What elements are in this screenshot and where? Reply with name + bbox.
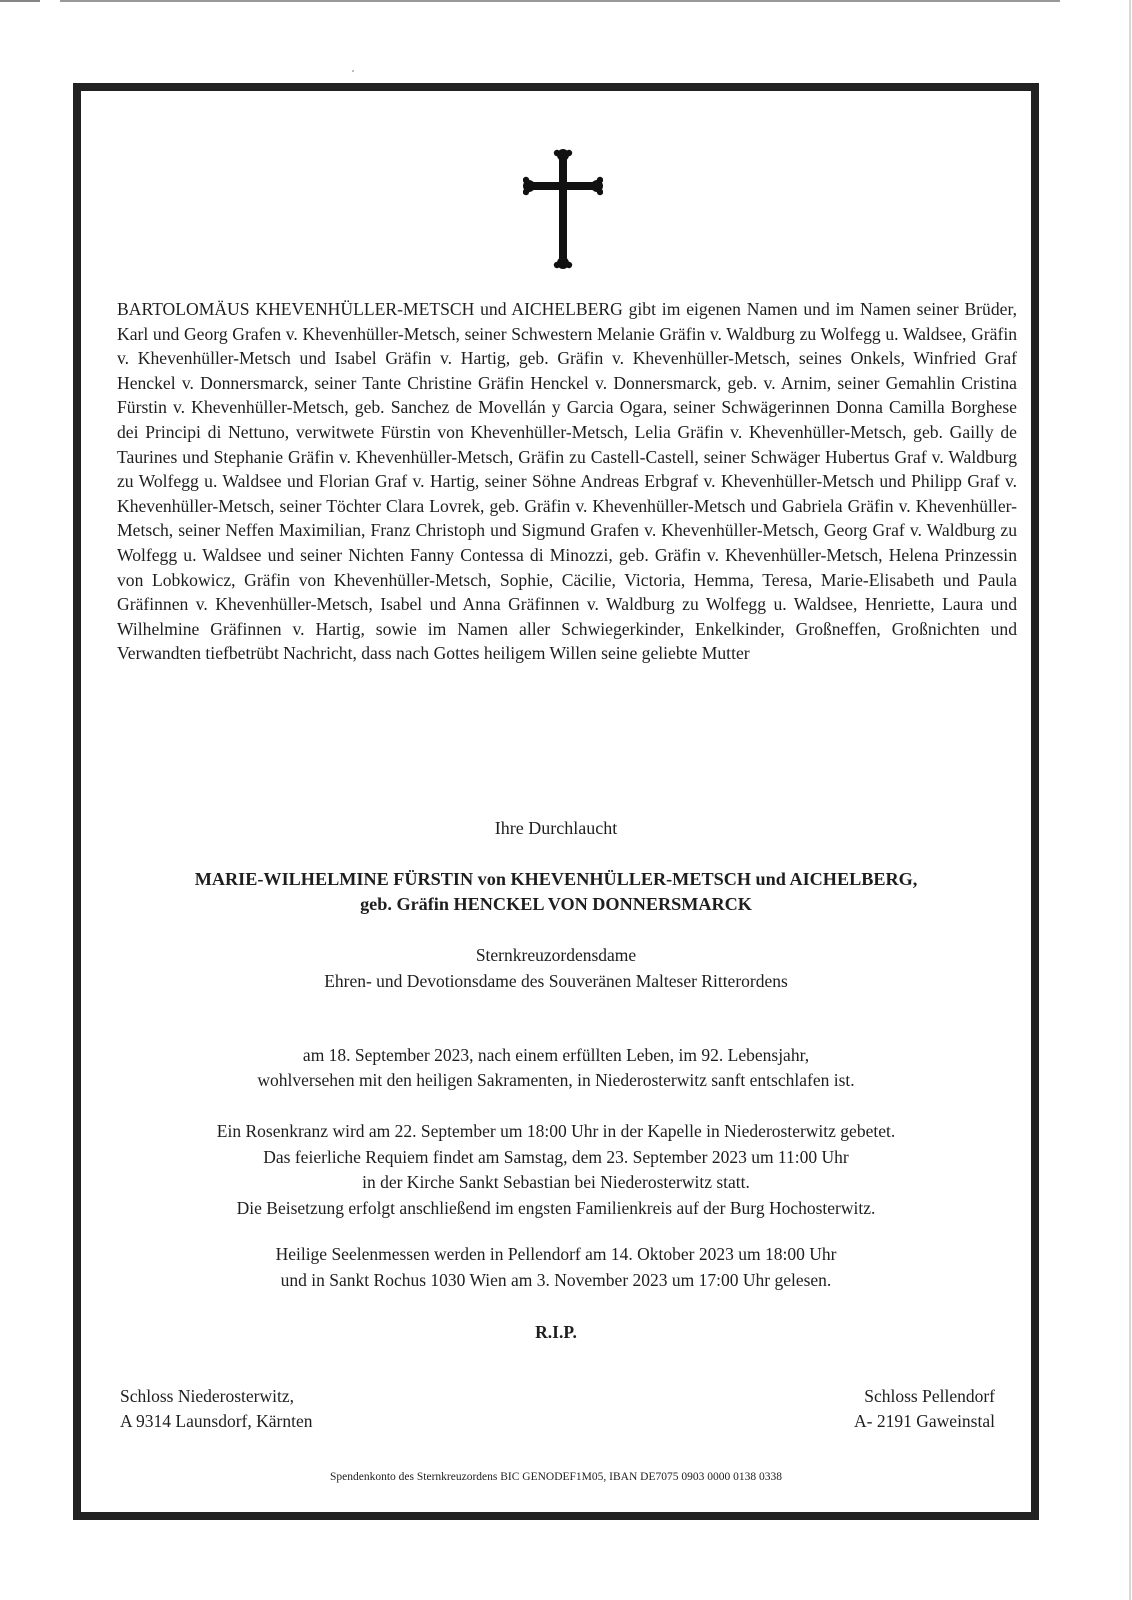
scan-edge-top [0,0,1132,2]
deceased-titles [81,942,1031,994]
scan-edge-right [1129,0,1131,1600]
memorial-masses [81,1241,1031,1293]
donation-account: Spendenkonto des Sternkreuzordens BIC GENODEF1M05, IBAN DE7075 0903 0000 0138 0338 [330,1471,782,1483]
mass-line: und in Sankt Rochus 1030 Wien am 3. November 2023 um 17:00 Uhr gelesen. [280,1270,832,1290]
service-line: in der Kirche Sankt Sebastian bei Niederosterwitz statt. [362,1172,750,1192]
address-line: A- 2191 Gaweinstal [854,1411,995,1431]
family-announcement: BARTOLOMÄUS KHEVENHÜLLER-METSCH und AICHELBERG gibt im eigenen Namen und im Namen seiner Brüder, Karl und Georg Grafen v. Khevenhüller-Metsch, seiner Schwestern Melanie Gräfin v. Waldburg zu Wolfegg u. Waldsee, Gräfin v. Khevenhüller-Metsch und Isabel Gräfin v. Hartig, geb. Gräfin v. Khevenhüller-Metsch, seines Onkels, Winfried Graf Henckel v. Donnersmarck, seiner Tante Christine Gräfin Henckel v. Donnersmarck, geb. v. Arnim, seiner Gemahlin Cristina Fürstin v. Khevenhüller-Metsch, geb. Sanchez de Movellán y Garcia Ogara, seiner Schwägerinnen Donna Camilla Borghese dei Principi di Nettuno, verwitwete Fürstin von Khevenhüller-Metsch, Lelia Gräfin v. Khevenhüller-Metsch, geb. Gailly de Taurines und Stephanie Gräfin v. Khevenhüller-Metsch, Gräfin zu Castell-Castell, seiner Schwäger Hubertus Graf v. Waldburg zu Wolfegg u. Waldsee und Florian Graf v. Hartig, seiner Söhne Andreas Erbgraf v. Khevenhüller-Metsch und Philipp Graf v. Khevenhüller-Metsch, seiner Töchter Clara Lovrek, geb. Gräfin v. Khevenhüller-Metsch und Gabriela Gräfin v. Khevenhüller-Metsch, seiner Neffen Maximilian, Franz Christoph und Sigmund Grafen v. Khevenhüller-Metsch, Georg Graf v. Waldburg zu Wolfegg u. Waldsee und seiner Nichten Fanny Contessa di Minozzi, geb. Gräfin v. Khevenhüller-Metsch, Helena Prinzessin von Lobkowicz, Gräfin von Khevenhüller-Metsch, Sophie, Cäcilie, Victoria, Hemma, Teresa, Marie-Elisabeth und Paula Gräfinnen v. Khevenhüller-Metsch, Isabel und Anna Gräfinnen v. Waldburg zu Wolfegg u. Waldsee, Henriette, Laura und Wilhelmine Gräfinnen v. Hartig, sowie im Namen aller Schwiegerkinder, Enkelkinder, Großneffen, Großnichten und Verwandten tiefbetrübt Nachricht, dass nach Gottes heiligem Willen seine geliebte Mutter [117,299,1017,664]
death-notice [81,1043,1031,1093]
service-line: Das feierliche Requiem findet am Samstag, dem 23. September 2023 um 11:00 Uhr [263,1146,849,1167]
deceased-name-line-1: MARIE-WILHELMINE FÜRSTIN von KHEVENHÜLLER-METSCH und AICHELBERG, [194,869,918,889]
title-line: Sternkreuzordensdame [475,945,637,965]
service-line: Die Beisetzung erfolgt anschließend im engsten Familienkreis auf der Burg Hochosterwitz. [236,1197,876,1218]
honorific: Ihre Durchlaucht [494,818,618,838]
address-line: A 9314 Launsdorf, Kärnten [120,1411,313,1431]
funeral-services [81,1119,1031,1221]
title-line: Ehren- und Devotionsdame des Souveränen Malteser Ritterordens [324,971,788,991]
death-notice-line: am 18. September 2023, nach einem erfüllten Leben, im 92. Lebensjahr, [302,1045,810,1065]
rip-text: R.I.P. [535,1322,577,1342]
address-line: Schloss Niederosterwitz, [120,1386,294,1406]
scan-speck [352,70,354,72]
service-line: Ein Rosenkranz wird am 22. September um 18:00 Uhr in der Kapelle in Niederosterwitz gebetet. [216,1121,896,1141]
deceased-name [81,867,1031,917]
mourning-border [73,83,1039,1520]
budded-cross-icon [523,149,603,269]
address-pellendorf [854,1384,995,1434]
death-notice-line: wohlversehen mit den heiligen Sakramenten, in Niederosterwitz sanft entschlafen ist. [257,1070,855,1090]
deceased-name-line-2: geb. Gräfin HENCKEL VON DONNERSMARCK [360,894,752,914]
address-line: Schloss Pellendorf [864,1386,995,1406]
address-niederosterwitz [120,1384,312,1434]
mass-line: Heilige Seelenmessen werden in Pellendorf am 14. Oktober 2023 um 18:00 Uhr [275,1244,837,1264]
